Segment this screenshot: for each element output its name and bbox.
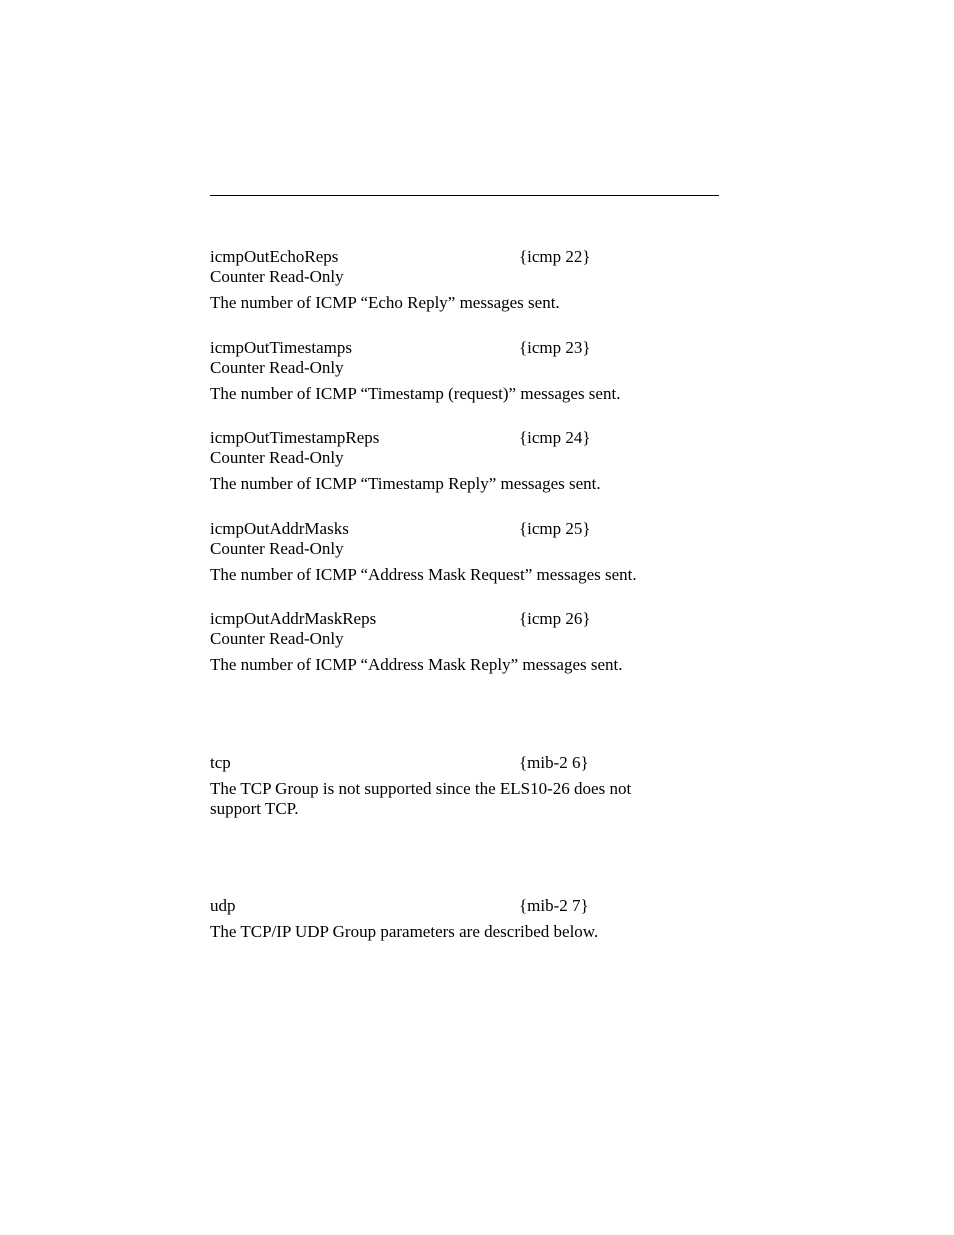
object-description: The number of ICMP “Echo Reply” messages sent. [210,293,560,312]
group-name: tcp [210,753,231,772]
object-oid: {icmp 23} [519,338,591,357]
mib-group-tcp [210,753,730,819]
object-name: icmpOutAddrMasks [210,519,349,538]
mib-group-udp [210,896,730,942]
group-description [210,779,690,819]
group-oid: {mib-2 7} [519,896,589,915]
group-description-line: The TCP/IP UDP Group parameters are described below. [210,922,599,941]
group-description-line: The TCP Group is not supported since the ELS10-26 does not [210,779,632,798]
object-description: The number of ICMP “Address Mask Reply” messages sent. [210,655,623,674]
mib-entry-icmpOutAddrMasks [210,519,730,585]
object-access: Counter Read-Only [210,358,344,377]
object-description: The number of ICMP “Timestamp Reply” messages sent. [210,474,601,493]
header-rule [210,195,719,196]
group-name: udp [210,896,236,915]
mib-entry-icmpOutEchoReps [210,247,730,313]
group-description [210,922,690,942]
object-access: Counter Read-Only [210,629,344,648]
object-oid: {icmp 22} [519,247,591,266]
group-oid: {mib-2 6} [519,753,589,772]
object-oid: {icmp 26} [519,609,591,628]
object-name: icmpOutAddrMaskReps [210,609,377,628]
object-oid: {icmp 24} [519,428,591,447]
object-access: Counter Read-Only [210,448,344,467]
object-name: icmpOutEchoReps [210,247,339,266]
object-name: icmpOutTimestamps [210,338,352,357]
object-description: The number of ICMP “Timestamp (request)” messages sent. [210,384,621,403]
mib-entry-icmpOutAddrMaskReps [210,609,730,675]
object-oid: {icmp 25} [519,519,591,538]
object-access: Counter Read-Only [210,267,344,286]
object-access: Counter Read-Only [210,539,344,558]
mib-entry-icmpOutTimestampReps [210,428,730,494]
mib-entry-icmpOutTimestamps [210,338,730,404]
object-name: icmpOutTimestampReps [210,428,380,447]
object-description: The number of ICMP “Address Mask Request” messages sent. [210,565,637,584]
group-description-line: support TCP. [210,799,299,818]
